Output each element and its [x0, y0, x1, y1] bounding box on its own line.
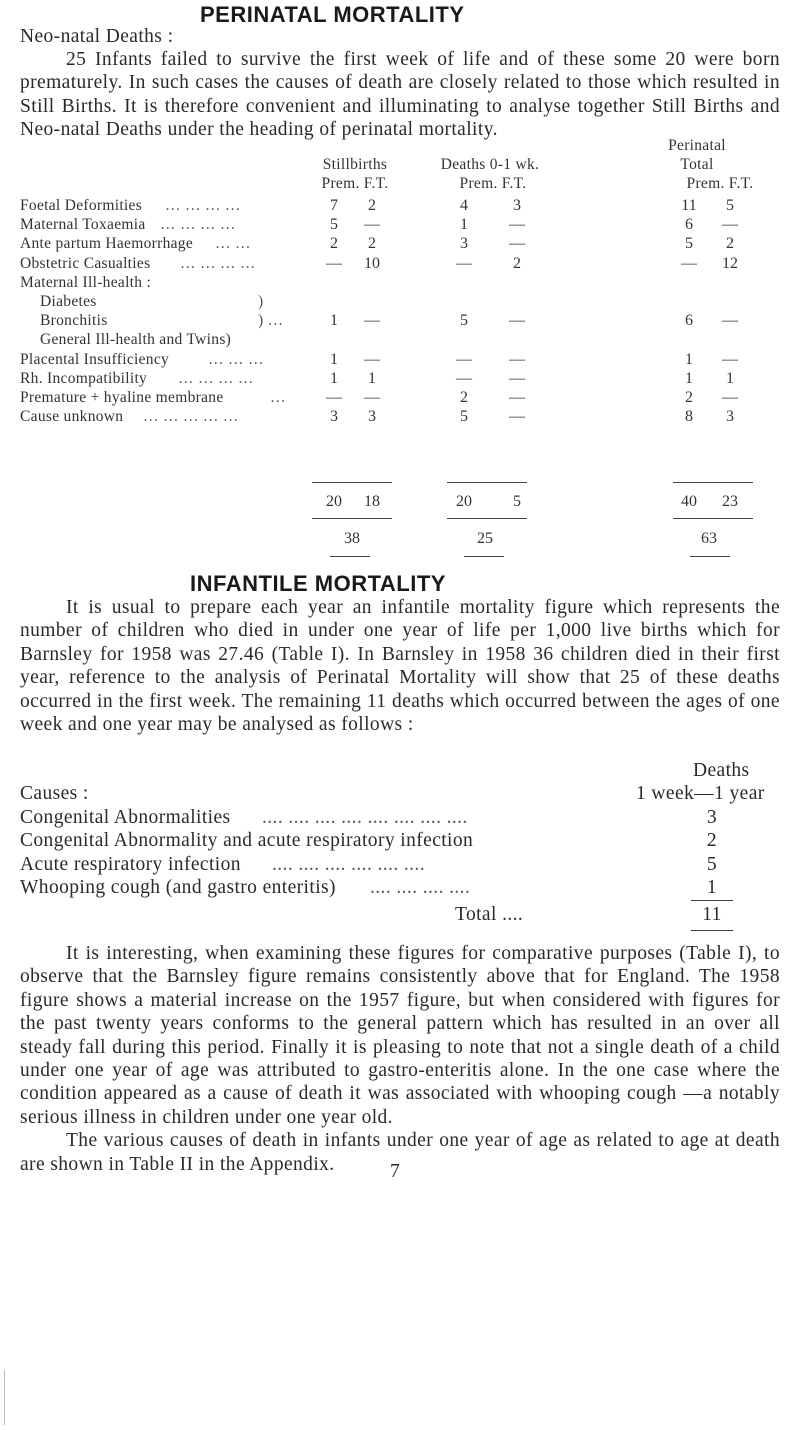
cell-sb-ft: —: [364, 389, 380, 406]
cell-sb-ft: 10: [364, 254, 380, 272]
infantile-paragraph: [20, 596, 780, 736]
rule: [447, 518, 527, 519]
cell-t-prem: 5: [685, 235, 693, 253]
cause-label: Congenital Abnormality and acute respiratory infection: [20, 830, 474, 852]
total-d-prem: 20: [456, 493, 472, 510]
perinatal-paragraph-text: 25 Infants failed to survive the first week of life and of these some 20 were born prematurely. In such cases the causes of death are closely related to those which resulted in Still Births. It is therefore convenient and illuminating to analyse together Still Births and Neo-natal Deaths under the heading of perinatal mortality.: [20, 49, 780, 141]
total-sb-ft: 18: [364, 493, 380, 510]
col-header-deaths-0-1wk: Deaths 0-1 wk.: [440, 156, 540, 173]
cell-d-ft: —: [509, 369, 525, 387]
cell-sb-prem: 5: [330, 216, 338, 234]
neonatal-subheading: Neo-natal Deaths :: [20, 26, 174, 47]
col-header-perinatal: Perinatal: [668, 137, 726, 154]
cell-t-prem: 8: [685, 408, 693, 426]
infantile-paragraph-text: It is usual to prepare each year an infantile mortality figure which represents the number of children who died in under one year of life per 1,000 live births which for Barnsley for 1958 was 27.46 (Table I). In Barnsley in 1958 36 children died in their first year, reference to the analysis of Perinatal Mortality will show that 25 of these deaths occurred in the first week. The remaining 11 deaths which occurred between the ages of one week and one year may be analysed as follows :: [20, 597, 780, 736]
cell-t-ft: —: [722, 216, 738, 234]
row-label: Maternal Toxaemia: [20, 216, 146, 234]
deaths-header: Deaths: [693, 760, 750, 781]
row-label: Diabetes: [40, 293, 97, 310]
cell-t-prem: 6: [685, 312, 693, 330]
row-label: Maternal Ill-health :: [20, 273, 152, 291]
cell-sb-prem: 3: [330, 408, 338, 426]
cell-t-ft: —: [722, 350, 738, 368]
cell-d-prem: —: [456, 350, 472, 368]
cell-sb-prem: 7: [330, 197, 338, 214]
cell-t-ft: 5: [726, 197, 734, 214]
cell-d-ft: —: [509, 389, 525, 406]
row-label: Placental Insufficiency: [20, 350, 170, 368]
grand-d: 25: [477, 530, 493, 547]
cell-d-prem: —: [456, 254, 472, 272]
cell-sb-ft: —: [364, 312, 380, 330]
row-leader-dots: … … … …: [180, 254, 256, 272]
cell-d-prem: 3: [460, 235, 468, 253]
cause-label: Whooping cough (and gastro enteritis): [20, 877, 336, 899]
rule: [690, 556, 730, 557]
cell-t-ft: —: [722, 389, 738, 406]
cell-t-ft: 2: [726, 235, 734, 253]
cell-t-ft: 3: [726, 408, 734, 426]
row-label: General Ill-health and Twins): [40, 331, 232, 349]
cell-d-prem: —: [456, 369, 472, 387]
perinatal-heading: PERINATAL MORTALITY: [200, 2, 465, 27]
rule: [330, 556, 370, 557]
row-leader-dots: …: [270, 389, 286, 406]
rule: [312, 518, 392, 519]
cause-value: 1: [706, 877, 718, 899]
row-label: Ante partum Haemorrhage: [20, 235, 194, 253]
col-sub-stillbirths: Prem. F.T.: [321, 175, 389, 192]
cell-t-prem: 11: [681, 197, 697, 214]
rule: [673, 518, 753, 519]
cell-d-prem: 4: [460, 197, 468, 214]
col-sub-deaths: Prem. F.T.: [459, 175, 527, 192]
cell-t-ft: 1: [726, 369, 734, 387]
col-header-stillbirths: Stillbirths: [322, 156, 388, 173]
row-label: Premature + hyaline membrane: [20, 389, 224, 406]
cell-t-prem: 6: [685, 216, 693, 234]
row-leader-dots: ) …: [258, 312, 284, 330]
cell-sb-prem: 1: [330, 312, 338, 330]
grand-sb: 38: [344, 530, 360, 547]
cell-t-prem: 2: [685, 389, 693, 406]
col-header-total: Total: [680, 156, 714, 173]
perinatal-paragraph: [20, 48, 780, 142]
row-leader-dots: … … … … …: [143, 408, 239, 426]
cause-label: Acute respiratory infection: [20, 853, 241, 875]
cell-t-prem: 1: [685, 350, 693, 368]
cause-leader-dots: .... .... .... .... .... ....: [272, 853, 425, 875]
page-edge-mark: [4, 1370, 27, 1425]
cause-label: Congenital Abnormalities: [20, 807, 231, 828]
cell-t-prem: —: [681, 254, 697, 272]
cause-value: 5: [706, 853, 718, 875]
cell-sb-ft: 1: [368, 369, 376, 387]
cell-sb-prem: 1: [330, 350, 338, 368]
infantile-heading: INFANTILE MORTALITY: [190, 571, 446, 596]
interpretation-paragraph: [20, 942, 780, 1176]
page-number: 7: [390, 1161, 401, 1182]
age-range-label: 1 week—1 year: [636, 783, 765, 804]
total-t-ft: 23: [722, 493, 738, 510]
row-label: Rh. Incompatibility: [20, 369, 148, 387]
col-sub-total: Prem. F.T.: [686, 175, 754, 192]
cell-d-prem: 2: [460, 389, 468, 406]
total-d-ft: 5: [513, 493, 521, 510]
rule: [691, 930, 733, 931]
cause-value: 2: [706, 830, 718, 852]
cell-t-ft: 12: [722, 254, 738, 272]
cell-sb-prem: —: [326, 254, 342, 272]
total-t-prem: 40: [681, 493, 697, 510]
causes-label: Causes :: [20, 783, 89, 804]
row-leader-dots: ): [258, 293, 264, 310]
cause-value: 3: [706, 807, 718, 828]
row-leader-dots: … … … …: [160, 216, 236, 234]
cell-d-ft: —: [509, 408, 525, 426]
cell-d-ft: 2: [513, 254, 521, 272]
appendix-paragraph-text: The various causes of death in infants under one year of age as related to age at death are shown in Table II in the Appendix.: [20, 1130, 780, 1175]
row-leader-dots: … … … …: [165, 197, 241, 214]
cell-sb-prem: —: [326, 389, 342, 406]
rule: [447, 482, 527, 483]
row-leader-dots: … … …: [208, 350, 264, 368]
interpretation-paragraph-text: It is interesting, when examining these figures for comparative purposes (Table I), to observe that the Barnsley figure remains consistently above that for England. The 1958 figure shows a material increase on the 1957 figure, but when considered with figures for the past twenty years conforms to the general pattern which has resulted in an over all steady fall during this period. Finally it is pleasing to note that not a single death of a child under one year of age was attributed to gastro-enteritis alone. In the one case where the condition appeared as a cause of death it was associated with whooping cough —a notably serious illness in children under one year old.: [20, 943, 780, 1128]
rule: [312, 482, 392, 483]
row-leader-dots: … …: [215, 235, 251, 253]
rule: [691, 900, 733, 901]
row-label: Obstetric Casualties: [20, 254, 151, 272]
cell-d-prem: 1: [460, 216, 468, 234]
cause-leader-dots: .... .... .... ....: [370, 877, 471, 899]
cell-d-ft: —: [509, 235, 525, 253]
total-label: Total ....: [455, 904, 524, 925]
row-label: Foetal Deformities: [20, 197, 143, 214]
grand-t: 63: [701, 530, 717, 547]
cell-d-ft: 3: [513, 197, 521, 214]
cell-sb-prem: 1: [330, 369, 338, 387]
cell-d-ft: —: [509, 350, 525, 368]
cell-t-prem: 1: [685, 369, 693, 387]
cell-sb-ft: —: [364, 216, 380, 234]
row-label: Cause unknown: [20, 408, 124, 426]
cell-sb-ft: 2: [368, 235, 376, 253]
cell-t-ft: —: [722, 312, 738, 330]
cell-d-ft: —: [509, 216, 525, 234]
total-sb-prem: 20: [326, 493, 342, 510]
rule: [464, 556, 504, 557]
cause-leader-dots: .... .... .... .... .... .... .... ....: [262, 807, 468, 828]
row-label: Bronchitis: [40, 312, 108, 330]
cell-sb-prem: 2: [330, 235, 338, 253]
cell-sb-ft: 2: [368, 197, 376, 214]
row-leader-dots: … … … …: [178, 369, 254, 387]
cell-d-prem: 5: [460, 312, 468, 330]
cell-d-prem: 5: [460, 408, 468, 426]
total-value: 11: [702, 904, 722, 925]
rule: [673, 482, 753, 483]
cell-sb-ft: —: [364, 350, 380, 368]
cell-sb-ft: 3: [368, 408, 376, 426]
cell-d-ft: —: [509, 312, 525, 330]
